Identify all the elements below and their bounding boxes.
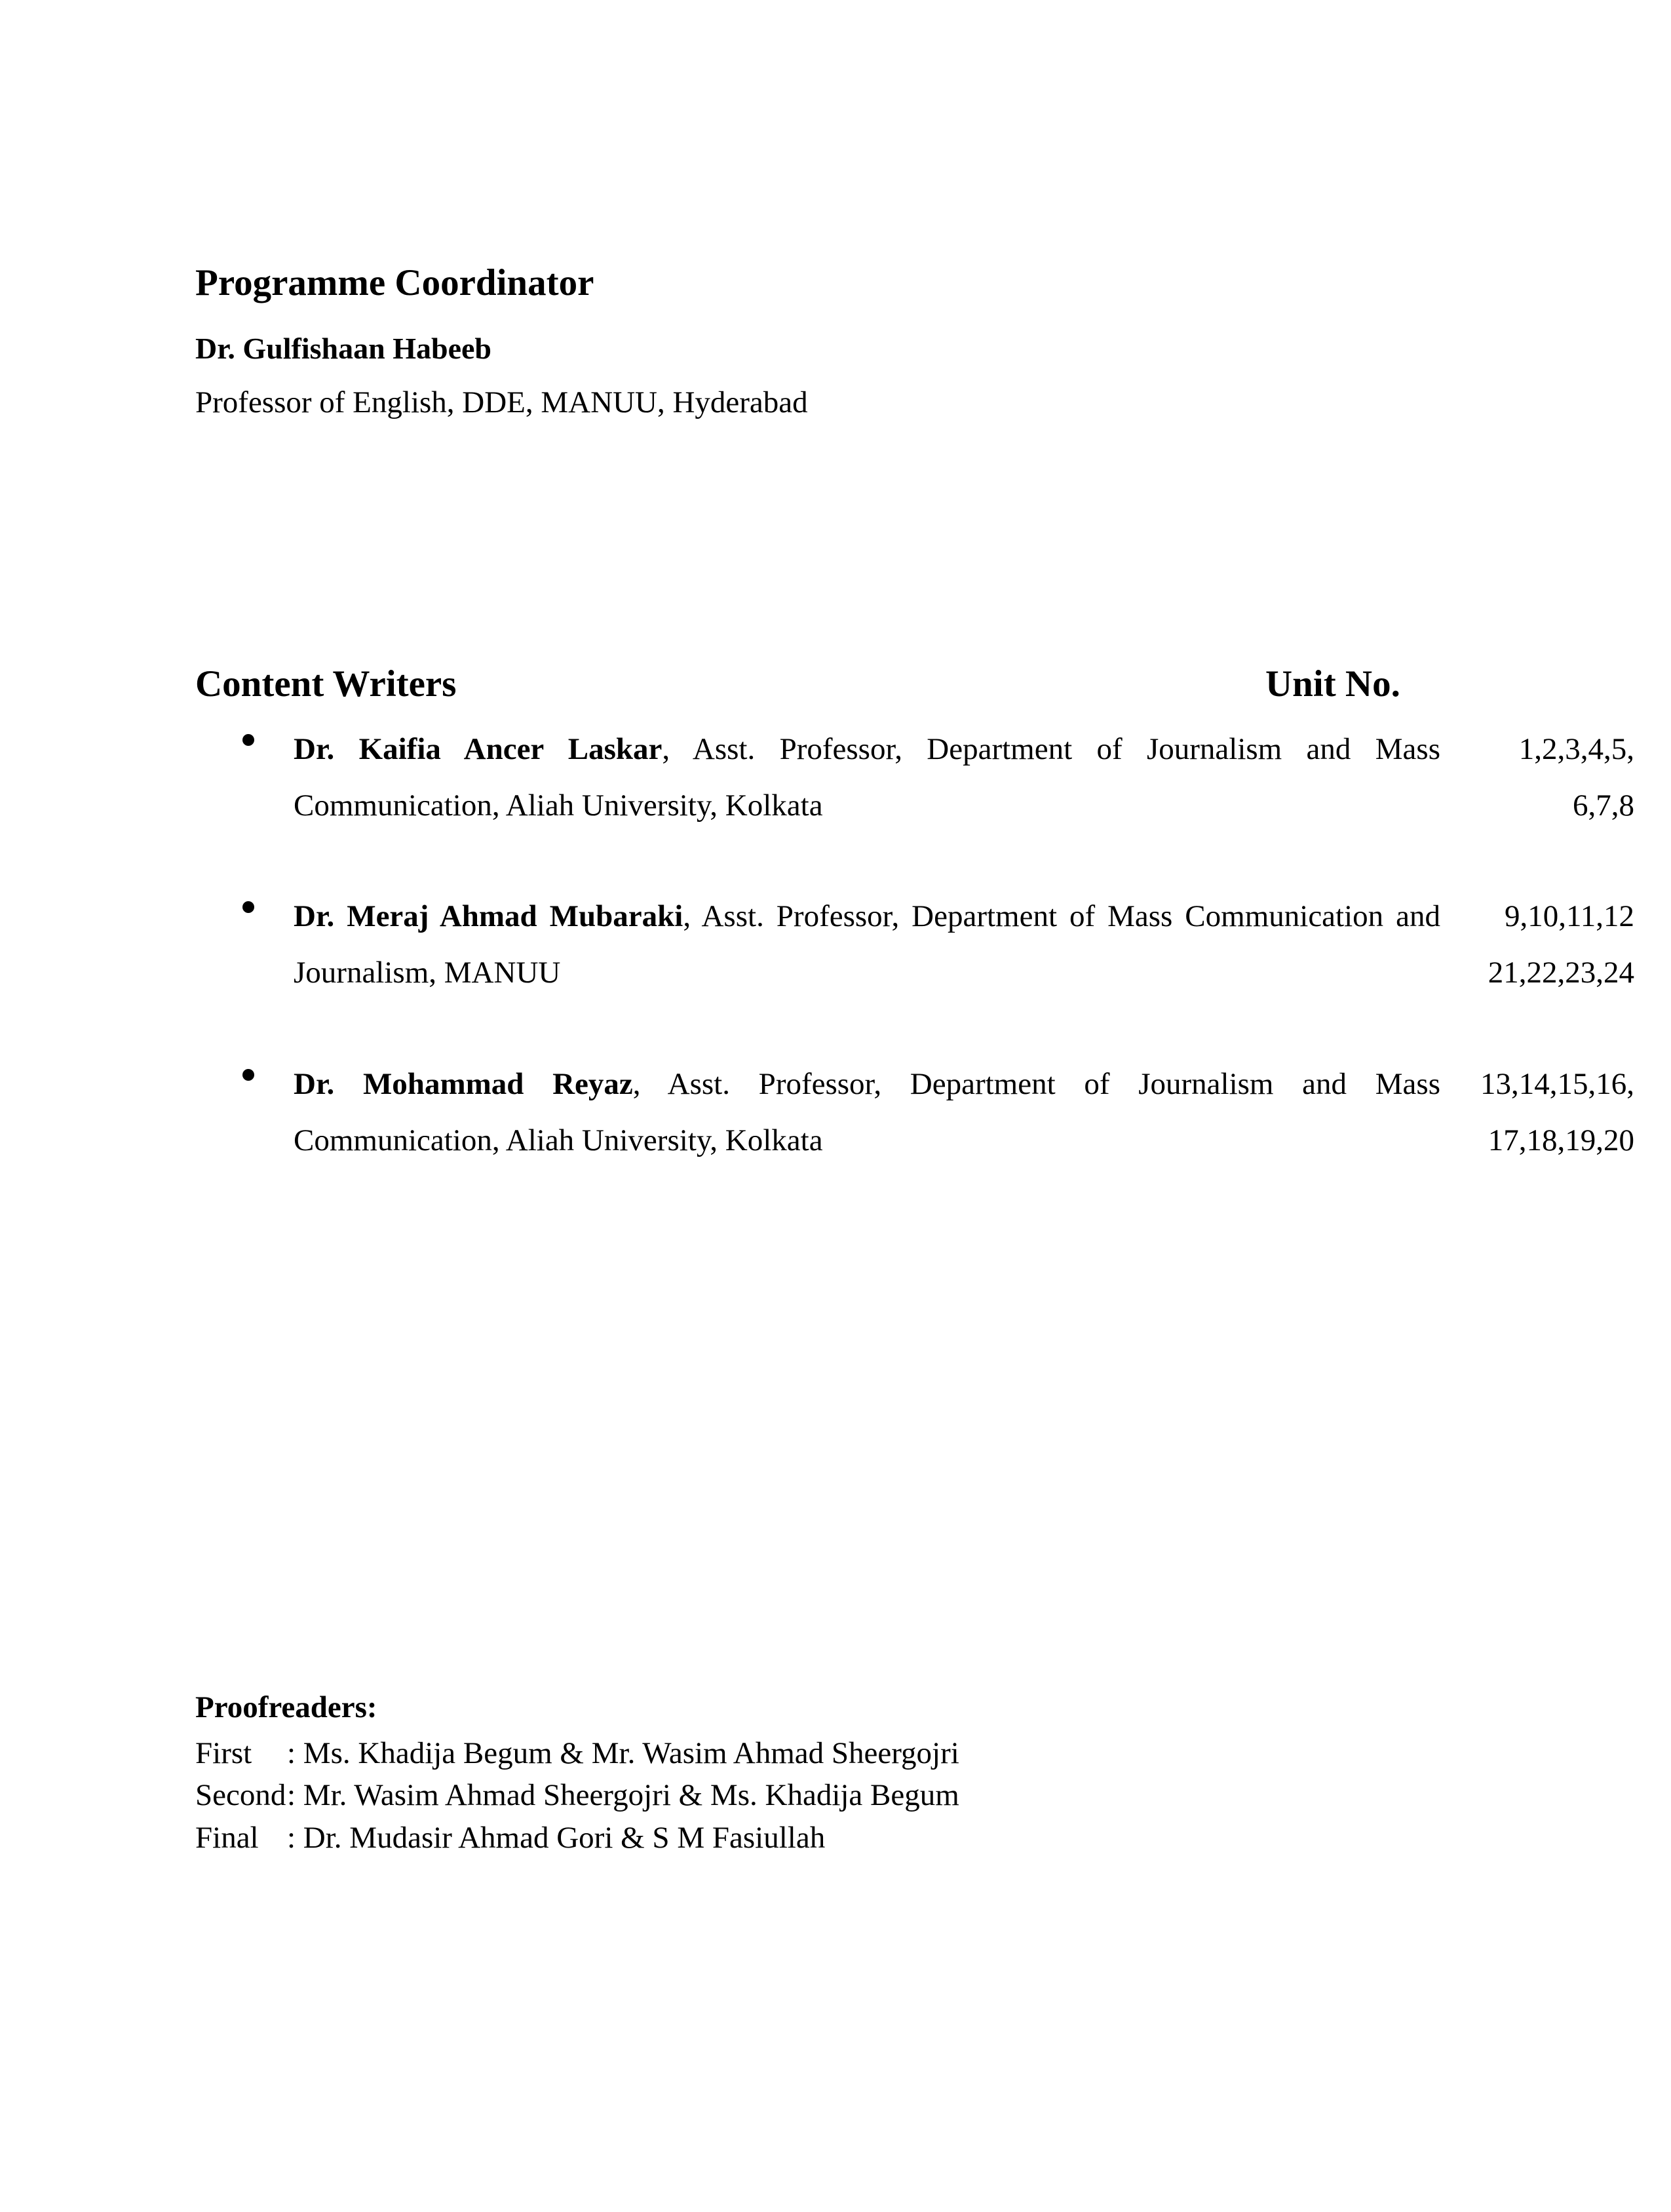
bullet-icon xyxy=(242,1069,254,1081)
proofreader-names: : Mr. Wasim Ahmad Sheergojri & Ms. Khadija Begum xyxy=(287,1778,959,1812)
proofreaders-heading: Proofreaders: xyxy=(195,1690,377,1724)
writer-detail: , Asst. Professor, Department of Journalism and Mass Communication, Aliah University, Kolkata xyxy=(294,1067,1440,1157)
writer-detail: , Asst. Professor, Department of Journalism and Mass Communication, Aliah University, Kolkata xyxy=(294,732,1440,823)
writer-text xyxy=(294,721,1440,834)
proofreader-row xyxy=(195,1736,959,1771)
units-line: 6,7,8 xyxy=(1573,788,1634,823)
proofreader-label: Second xyxy=(195,1778,286,1812)
bullet-icon xyxy=(242,901,254,913)
proofreader-label: Final xyxy=(195,1821,259,1855)
proofreader-label: First xyxy=(195,1736,252,1770)
writer-detail: , Asst. Professor, Department of Mass Communication and Journalism, MANUU xyxy=(294,899,1440,990)
writer-name: Dr. Meraj Ahmad Mubaraki xyxy=(294,899,683,933)
writer-units xyxy=(1440,721,1634,834)
units-line: 13,14,15,16, xyxy=(1480,1067,1634,1101)
units-line: 21,22,23,24 xyxy=(1488,956,1634,990)
proofreader-row xyxy=(195,1820,825,1855)
coordinator-heading: Programme Coordinator xyxy=(195,262,594,303)
writer-item xyxy=(195,721,1634,839)
writer-units xyxy=(1440,1056,1634,1169)
proofreader-names: : Dr. Mudasir Ahmad Gori & S M Fasiullah xyxy=(287,1821,826,1855)
writer-name: Dr. Mohammad Reyaz xyxy=(294,1067,633,1101)
units-line: 9,10,11,12 xyxy=(1504,899,1634,933)
writer-text xyxy=(294,888,1440,1001)
units-line: 1,2,3,4,5, xyxy=(1518,732,1634,766)
content-writers-heading: Content Writers xyxy=(195,663,457,705)
coordinator-role: Professor of English, DDE, MANUU, Hyderabad xyxy=(195,385,808,419)
units-line: 17,18,19,20 xyxy=(1488,1123,1634,1157)
writer-item xyxy=(195,888,1634,1006)
writer-item xyxy=(195,1056,1634,1174)
writer-text xyxy=(294,1056,1440,1169)
writer-name: Dr. Kaifia Ancer Laskar xyxy=(294,732,663,766)
bullet-icon xyxy=(242,734,254,746)
proofreader-row xyxy=(195,1777,959,1813)
proofreader-names: : Ms. Khadija Begum & Mr. Wasim Ahmad Sheergojri xyxy=(287,1736,959,1770)
writer-units xyxy=(1440,888,1634,1001)
coordinator-name: Dr. Gulfishaan Habeeb xyxy=(195,332,492,365)
unit-no-heading: Unit No. xyxy=(1265,663,1400,705)
